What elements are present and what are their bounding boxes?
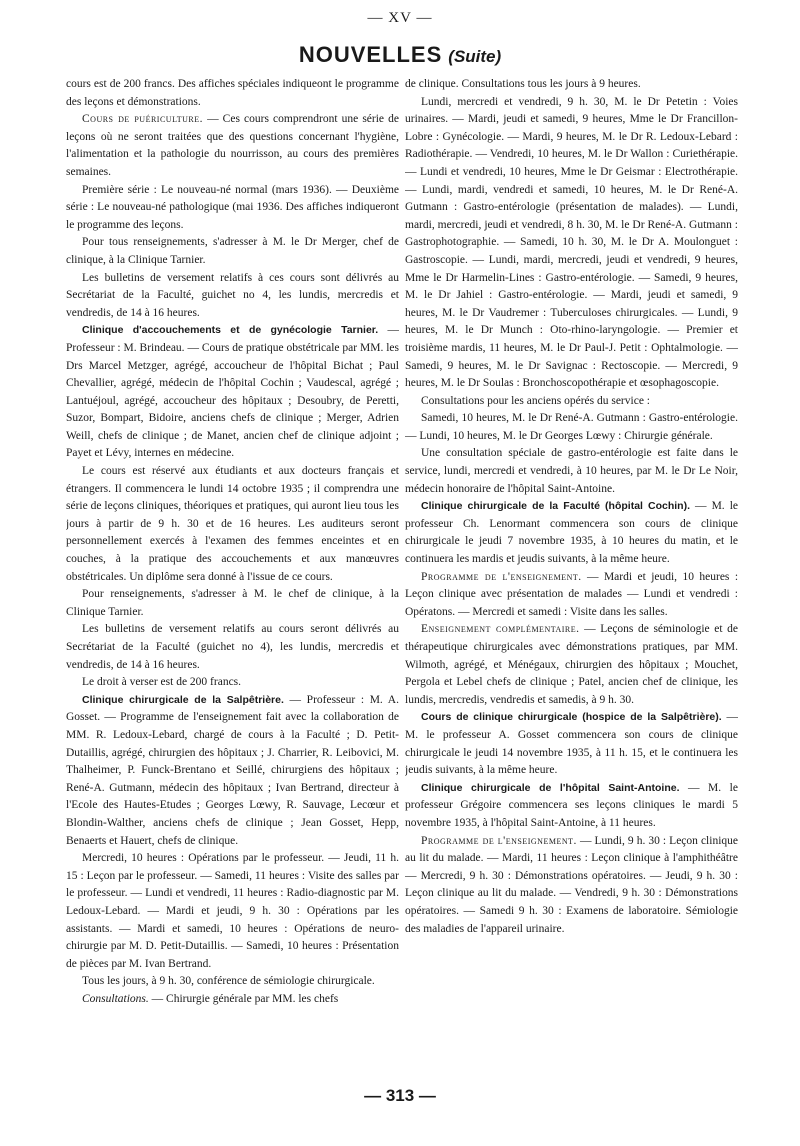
paragraph bbox=[66, 111, 399, 181]
paragraph bbox=[405, 833, 738, 939]
run-in-heading: Cours de puériculture. bbox=[82, 113, 203, 126]
paragraph: Samedi, 10 heures, M. le Dr René-A. Gutmann : Gastro-entérologie. — Lundi, 10 heures, M. le Dr Georges Lœwy : Chirurgie générale. bbox=[405, 412, 738, 442]
paragraph: Tous les jours, à 9 h. 30, conférence de sémiologie chirurgicale. bbox=[82, 975, 375, 988]
paragraph bbox=[405, 498, 738, 568]
section-title bbox=[0, 42, 800, 68]
paragraph: de clinique. Consultations tous les jours à 9 heures. bbox=[405, 78, 641, 90]
paragraph bbox=[405, 709, 738, 779]
section-title-text: NOUVELLES bbox=[298, 42, 443, 67]
paragraph: Pour renseignements, s'adresser à M. le chef de clinique, à la Clinique Tarnier. bbox=[66, 588, 399, 618]
section-title-suffix: (Suite) bbox=[448, 47, 502, 66]
run-in-heading: Enseignement complémentaire. bbox=[421, 623, 580, 636]
paragraph bbox=[405, 569, 738, 622]
run-in-heading: Programme de l'enseignement. bbox=[421, 570, 582, 583]
paragraph-body: — M. le professeur Grégoire commencera ses leçons cliniques le mardi 5 novembre 1935, à l'hôpital Saint-Antoine, à 11 heures. bbox=[405, 781, 738, 829]
run-in-heading: Clinique chirurgicale de l'hôpital Saint-Antoine. bbox=[421, 781, 680, 794]
paragraph-body: — M. le professeur A. Gosset commencera son cours de clinique chirurgicale le jeudi 14 novembre 1935, à 11 h. 15, et le continuera les jeudis suivants, à la même heure. bbox=[405, 711, 738, 777]
paragraph: cours est de 200 francs. Des affiches spéciales indiqueont le programme des leçons et démonstrations. bbox=[66, 78, 399, 108]
paragraph: Les bulletins de versement relatifs au cours seront délivrés au Secrétariat de la Faculté (guichet no 4), les lundis, mercredis et vendredis, de 14 à 16 heures. bbox=[66, 623, 399, 671]
paragraph-body: — Professeur : M. Brindeau. — Cours de pratique obstétricale par MM. les Drs Marcel Metzger, agrégé, accoucheur de l'hôpital Bichat ; Paul Chevallier, agrégé, médecin de l'hôpital Cochin ; Vaudescal, agrégé ; Lantuéjoul, agrégé, accoucheur des hôpitaux ; Desoubry, de Peretti, Suzor, Bompart, Bidoire, anciens chefs de clinique ; Merger, Adrien Weill, chefs de clinique ; de Manet, ancien chef de clinique adjoint ; Payet et Lévy, internes en médecine. bbox=[66, 324, 399, 460]
run-in-heading: Clinique chirurgicale de la Faculté (hôpital Cochin). bbox=[421, 500, 691, 513]
run-in-heading: Cours de clinique chirurgicale (hospice de la Salpêtrière). bbox=[421, 711, 722, 724]
paragraph-body: — Leçons de séminologie et de thérapeutique chirurgicales avec démonstrations pratiques, par MM. Wilmoth, agrégé, et Ménégaux, chirurgien des hôpitaux ; Mouchet, Pergola et Lebel chefs de clinique ; Patel, ancien chef de clinique, les lundis, mercredis, vendredis et samedis, à 9 h. 30. bbox=[405, 623, 738, 706]
run-in-heading: Clinique chirurgicale de la Salpêtrière. bbox=[82, 693, 284, 706]
right-column bbox=[405, 76, 738, 1076]
paragraph: Une consultation spéciale de gastro-entérologie est faite dans le service, lundi, mercredi et vendredi, à 10 heures, par M. le Dr Le Noir, médecin honoraire de l'hôpital Saint-Antoine. bbox=[405, 447, 738, 495]
run-in-heading: Clinique d'accouchements et de gynécologie Tarnier. bbox=[82, 324, 379, 337]
paragraph: Consultations pour les anciens opérés du service : bbox=[421, 394, 650, 407]
paragraph bbox=[66, 692, 399, 850]
paragraph: Première série : Le nouveau-né normal (mars 1936). — Deuxième série : Le nouveau-né pathologique (mai 1936. Des affiches indiqueront le programme des leçons. bbox=[66, 183, 399, 231]
paragraph: Mercredi, 10 heures : Opérations par le professeur. — Jeudi, 11 h. 15 : Leçon par le professeur. — Samedi, 11 heures : Visite des salles par le professeur. — Lundi et vendredi, 11 heures : Radio-diagnostic par M. Ledoux-Lebard. — Mardi et jeudi, 9 h. 30 : Opérations par les assistants. — Mardi et samedi, 10 heures : Opérations de neuro-chirurgie par M. D. Petit-Dutaillis. — Samedi, 10 heures : Présentation de pièces par M. Ivan Bertrand. bbox=[66, 852, 399, 970]
paragraph: Le droit à verser est de 200 francs. bbox=[82, 676, 242, 689]
paragraph-body: — Professeur : M. A. Gosset. — Programme de l'enseignement fait avec la collaboration de MM. R. Ledoux-Lebard, chargé de cours à la Faculté ; D. Petit-Dutaillis, agrégé, chirurgien des hôpitaux ; J. Charrier, R. Leibovici, M. Thalheimer, P. Funck-Brentano et Seillé, chirurgiens des hôpitaux ; René-A. Gutmann, médecin des hôpitaux ; Ivan Bertrand, directeur à l'Ecole des Hautes-Etudes ; Georges Lœwy, R. Sauvage, Lecœur et Blondin-Walther, anciens chefs de clinique ; Jean Gosset, Hepp, Benaerts et Hauert, chefs de clinique. bbox=[66, 693, 399, 847]
paragraph: Le cours est réservé aux étudiants et aux docteurs français et étrangers. Il commencera le lundi 14 octobre 1935 ; il comprendra une série de leçons cliniques, théoriques et pratiques, qui auront lieu tous les jours à partir de 9 h. 30 et de 16 heures. Les auditeurs seront personnellement exercés à l'examen des femmes enceintes et en couches, à la pratique des accouchements et aux manœuvres obstétricales. Un diplôme sera donné à l'issue de ce cours. bbox=[66, 465, 399, 583]
folio-roman-numeral: — XV — bbox=[367, 10, 433, 26]
paragraph bbox=[405, 621, 738, 709]
paragraph-body: — M. le professeur Ch. Lenormant commencera son cours de clinique chirurgicale le jeudi 7 novembre 1935, à 10 heures du matin, et le continuera les mardis et jeudis suivants, à la même heure. bbox=[405, 500, 738, 566]
paragraph: Lundi, mercredi et vendredi, 9 h. 30, M. le Dr Petetin : Voies urinaires. — Mardi, jeudi et samedi, 9 heures, Mme le Dr Francillon-Lobre : Gynécologie. — Mardi, 9 heures, M. le Dr R. Ledoux-Lebard : Radiothérapie. — Vendredi, 10 heures, M. le Dr Wallon : Curiethérapie. — Lundi et vendredi, 10 heures, Mme le Dr Geismar : Electrothérapie. — Lundi, mardi, vendredi et samedi, 10 heures, M. le Dr René-A. Gutmann : Gastro-entérologie (présentation de malades). — Lundi, mardi, mercredi, jeudi et vendredi, 8 h. 30, M. le Dr René-A. Gutmann : Gastrophotographie. — Samedi, 10 h. 30, M. le Dr A. Moulonguet : Gastroscopie. — Lundi, mardi, mercredi, jeudi et vendredi, 9 heures, Mme le Dr Harmelin-Lines : Gastro-entérologie. — Samedi, 9 heures, M. le Dr Jahiel : Gastro-entérologie. — Mardi, jeudi et samedi, 9 heures, M. le Dr Vaudremer : Tuberculoses chirurgicales. — Lundi, 9 heures, M. le Dr Munch : Oto-rhino-laryngologie. — Premier et troisième mardis, 11 heures, M. le Dr Paul-J. Petit : Ophtalmologie. — Samedi, 9 heures, M. le Dr Savignac : Rectoscopie. — Mercredi, 9 heures, M. le Dr Soulas : Bronchoscopothérapie et œsophagoscopie. bbox=[405, 95, 738, 390]
run-in-heading: Programme de l'enseignement. bbox=[421, 834, 577, 847]
paragraph-body: — Mardi et jeudi, 10 heures : Leçon clinique avec présentation de malades — Lundi et vendredi : Opératons. — Mercredi et samedi : Visite dans les salles. bbox=[405, 570, 738, 618]
paragraph bbox=[66, 322, 399, 463]
paragraph-body: — Chirurgie générale par MM. les chefs bbox=[148, 992, 339, 1005]
paragraph-body: — Lundi, 9 h. 30 : Leçon clinique au lit du malade. — Mardi, 11 heures : Leçon clinique à l'amphithéâtre — Mercredi, 9 h. 30 : Démonstrations opératoires. — Jeudi, 9 h. 30 : Leçon clinique au lit du malade. — Vendredi, 9 h. 30 : Démonstrations opératoires. — Samedi 9 h. 30 : Examens de laboratoire. Sémiologie des maladies de l'appareil urinaire. bbox=[405, 834, 738, 935]
page-number: — 313 — bbox=[364, 1086, 436, 1105]
paragraph bbox=[66, 991, 399, 1009]
paragraph bbox=[405, 780, 738, 833]
left-column bbox=[66, 76, 399, 1066]
paragraph: Pour tous renseignements, s'adresser à M. le Dr Merger, chef de clinique, à la Clinique Tarnier. bbox=[66, 236, 399, 266]
paragraph: Les bulletins de versement relatifs à ces cours sont délivrés au Secrétariat de la Faculté, guichet no 4, les lundis, mercredis et vendredis, de 14 à 16 heures. bbox=[66, 271, 399, 319]
paragraph-body: — Ces cours comprendront une série de leçons où ne seront traitées que des questions concernant l'hygiène, l'alimentation et la pathologie du nourrisson, au cours des premières semaines. bbox=[66, 113, 399, 178]
run-in-heading: Consultations. bbox=[82, 992, 149, 1005]
